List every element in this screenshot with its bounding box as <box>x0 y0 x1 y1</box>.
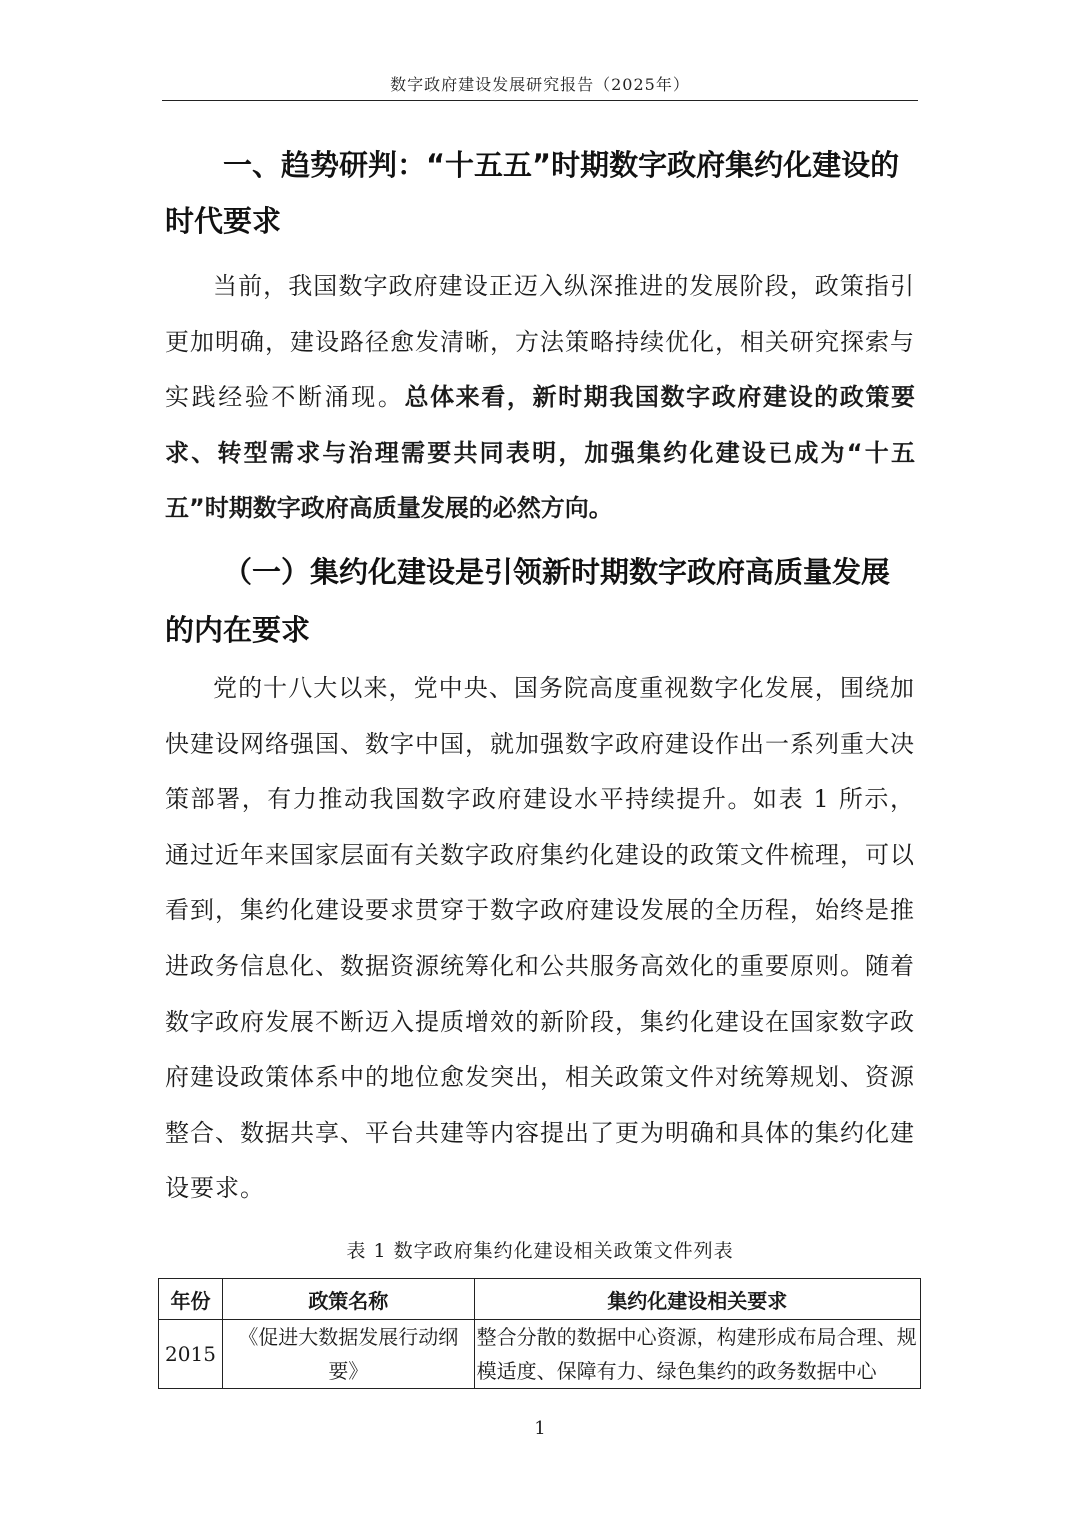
cell-policy: 《促进大数据发展行动纲要》 <box>222 1320 474 1389</box>
section-heading-1: 一、趋势研判：“十五五”时期数字政府集约化建设的时代要求 <box>165 148 900 238</box>
paragraph-1-text: 当前，我国数字政府建设正迈入纵深推进的发展阶段，政策指引更加明确，建设路径愈发清晰，方法策略持续优化，相关研究探索与实践经验不断涌现。 <box>165 272 915 412</box>
table-caption: 表 1 数字政府集约化建设相关政策文件列表 <box>346 1240 734 1262</box>
column-header-year: 年份 <box>159 1279 223 1320</box>
table-row <box>159 1320 921 1389</box>
page-number: 1 <box>534 1418 546 1439</box>
section-heading-2: （一）集约化建设是引领新时期数字政府高质量发展的内在要求 <box>165 555 891 647</box>
column-header-policy: 政策名称 <box>222 1279 474 1320</box>
paragraph-2: 党的十八大以来，党中央、国务院高度重视数字化发展，围绕加快建设网络强国、数字中国，就加强数字政府建设作出一系列重大决策部署，有力推动我国数字政府建设水平持续提升。如表 1 所示，通过近年来国家层面有关数字政府集约化建设的政策文件梳理，可以看到，集约化建设要求贯穿于数字政府建设发展的全历程，始终是推进政务信息化、数据资源统筹化和公共服务高效化的重要原则。随着数字政府发展不断迈入提质增效的新阶段，集约化建设在国家数字政府建设政策体系中的地位愈发突出，相关政策文件对统筹规划、资源整合、数据共享、平台共建等内容提出了更为明确和具体的集约化建设要求。 <box>165 674 915 1203</box>
table-header-row <box>159 1279 921 1320</box>
policy-table <box>158 1278 921 1389</box>
column-header-requirement: 集约化建设相关要求 <box>474 1279 920 1320</box>
running-header: 数字政府建设发展研究报告（2025年） <box>390 75 690 94</box>
header-divider <box>162 100 918 101</box>
paragraph-1 <box>165 259 915 537</box>
cell-year: 2015 <box>159 1320 223 1389</box>
paragraph-1-bold-text: 总体来看，新时期我国数字政府建设的政策要求、转型需求与治理需要共同表明，加强集约化建设已成为“十五五”时期数字政府高质量发展的必然方向。 <box>165 383 916 523</box>
cell-requirement: 整合分散的数据中心资源，构建形成布局合理、规模适度、保障有力、绿色集约的政务数据中心 <box>474 1320 920 1389</box>
